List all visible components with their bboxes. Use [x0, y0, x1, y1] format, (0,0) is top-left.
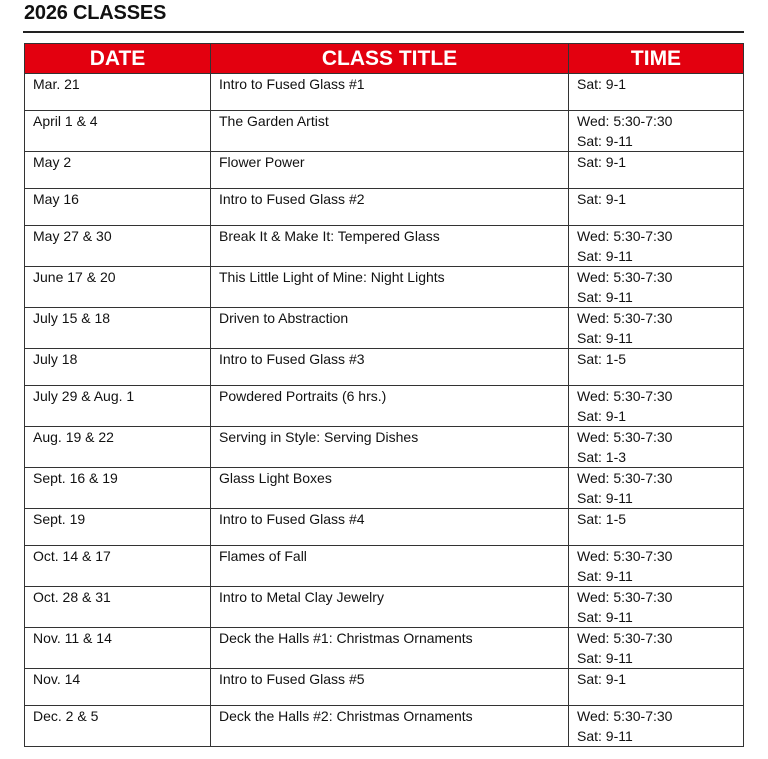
date-cell: June 17 & 20 [25, 267, 211, 308]
date-cell: Oct. 28 & 31 [25, 587, 211, 628]
class-title-cell: Intro to Fused Glass #4 [211, 509, 569, 546]
table-row [25, 468, 744, 509]
time-line: Wed: 5:30-7:30 [577, 630, 673, 646]
class-title-cell: Glass Light Boxes [211, 468, 569, 509]
time-cell [569, 706, 744, 747]
table-row [25, 111, 744, 152]
table-row [25, 669, 744, 706]
page-title: 2026 CLASSES [24, 2, 167, 24]
time-line: Sat: 9-11 [577, 727, 633, 744]
date-cell: Aug. 19 & 22 [25, 427, 211, 468]
time-line: Sat: 9-1 [577, 671, 627, 687]
time-line: Sat: 9-11 [577, 649, 633, 666]
table-row [25, 74, 744, 111]
time-line: Sat: 9-11 [577, 329, 633, 346]
time-line: Wed: 5:30-7:30 [577, 310, 673, 326]
time-line: Wed: 5:30-7:30 [577, 228, 673, 244]
time-cell [569, 74, 744, 111]
class-title-cell: Deck the Halls #2: Christmas Ornaments [211, 706, 569, 747]
time-line: Sat: 9-1 [577, 407, 627, 424]
table-row [25, 546, 744, 587]
time-line: Wed: 5:30-7:30 [577, 269, 673, 285]
time-line: Sat: 9-11 [577, 288, 633, 305]
class-title-cell: Flames of Fall [211, 546, 569, 587]
classes-table [24, 43, 744, 747]
class-title-cell: Serving in Style: Serving Dishes [211, 427, 569, 468]
table-row [25, 226, 744, 267]
time-cell [569, 267, 744, 308]
class-title-cell: Intro to Fused Glass #3 [211, 349, 569, 386]
time-cell [569, 509, 744, 546]
table-row [25, 189, 744, 226]
class-title-column-header: CLASS TITLE [211, 44, 569, 74]
table-row [25, 706, 744, 747]
table-row [25, 427, 744, 468]
date-cell: Oct. 14 & 17 [25, 546, 211, 587]
class-title-cell: Deck the Halls #1: Christmas Ornaments [211, 628, 569, 669]
class-title-cell: Intro to Fused Glass #1 [211, 74, 569, 111]
time-cell [569, 308, 744, 349]
time-line: Wed: 5:30-7:30 [577, 548, 673, 564]
table-row [25, 628, 744, 669]
date-cell: July 29 & Aug. 1 [25, 386, 211, 427]
time-cell [569, 226, 744, 267]
time-cell [569, 189, 744, 226]
time-line: Wed: 5:30-7:30 [577, 113, 673, 129]
date-cell: April 1 & 4 [25, 111, 211, 152]
time-cell [569, 669, 744, 706]
table-body [25, 74, 744, 747]
time-line: Wed: 5:30-7:30 [577, 708, 673, 724]
time-cell [569, 427, 744, 468]
date-cell: Nov. 14 [25, 669, 211, 706]
date-cell: Dec. 2 & 5 [25, 706, 211, 747]
header-row [25, 44, 744, 74]
time-cell [569, 587, 744, 628]
class-title-cell: The Garden Artist [211, 111, 569, 152]
time-cell [569, 152, 744, 189]
table-row [25, 152, 744, 189]
date-cell: May 16 [25, 189, 211, 226]
date-cell: May 27 & 30 [25, 226, 211, 267]
time-line: Sat: 9-1 [577, 76, 627, 92]
time-column-header: TIME [569, 44, 744, 74]
class-title-cell: Intro to Metal Clay Jewelry [211, 587, 569, 628]
time-line: Sat: 9-11 [577, 489, 633, 506]
time-line: Wed: 5:30-7:30 [577, 429, 673, 445]
date-cell: May 2 [25, 152, 211, 189]
table-row [25, 267, 744, 308]
title-divider [23, 31, 744, 33]
time-cell [569, 468, 744, 509]
time-line: Sat: 9-11 [577, 247, 633, 264]
table-row [25, 587, 744, 628]
time-line: Sat: 9-1 [577, 154, 627, 170]
class-title-cell: Powdered Portraits (6 hrs.) [211, 386, 569, 427]
date-column-header: DATE [25, 44, 211, 74]
time-cell [569, 628, 744, 669]
table-row [25, 386, 744, 427]
class-title-cell: This Little Light of Mine: Night Lights [211, 267, 569, 308]
date-cell: July 18 [25, 349, 211, 386]
date-cell: Mar. 21 [25, 74, 211, 111]
time-line: Wed: 5:30-7:30 [577, 470, 673, 486]
time-line: Wed: 5:30-7:30 [577, 388, 673, 404]
table-row [25, 509, 744, 546]
table-header [25, 44, 744, 74]
time-line: Sat: 9-1 [577, 191, 627, 207]
class-title-cell: Intro to Fused Glass #5 [211, 669, 569, 706]
time-cell [569, 546, 744, 587]
time-line: Wed: 5:30-7:30 [577, 589, 673, 605]
time-line: Sat: 9-11 [577, 567, 633, 584]
time-line: Sat: 1-5 [577, 511, 627, 527]
class-title-cell: Driven to Abstraction [211, 308, 569, 349]
date-cell: Nov. 11 & 14 [25, 628, 211, 669]
time-line: Sat: 1-3 [577, 448, 627, 465]
date-cell: July 15 & 18 [25, 308, 211, 349]
time-cell [569, 386, 744, 427]
time-cell [569, 349, 744, 386]
class-title-cell: Break It & Make It: Tempered Glass [211, 226, 569, 267]
date-cell: Sept. 19 [25, 509, 211, 546]
table-row [25, 308, 744, 349]
time-cell [569, 111, 744, 152]
class-title-cell: Intro to Fused Glass #2 [211, 189, 569, 226]
class-title-cell: Flower Power [211, 152, 569, 189]
time-line: Sat: 9-11 [577, 608, 633, 625]
table-row [25, 349, 744, 386]
time-line: Sat: 1-5 [577, 351, 627, 367]
date-cell: Sept. 16 & 19 [25, 468, 211, 509]
time-line: Sat: 9-11 [577, 132, 633, 149]
